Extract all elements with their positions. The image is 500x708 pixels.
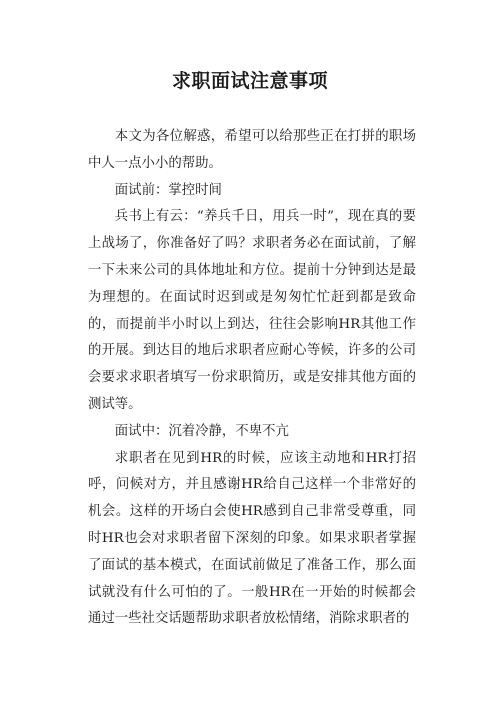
document-body: [88, 124, 416, 633]
document-title: 求职面试注意事项: [171, 70, 328, 92]
section-heading-during-interview: 面试中：沉着冷静，不卑不亢: [114, 423, 289, 439]
paragraph-before-interview: 兵书上有云：“养兵千日，用兵一时”，现在真的要上战场了，你准备好了吗？求职者务必在面试前，了解一下未来公司的具体地址和方位。提前十分钟到达是最为理想的。在面试时迟到或是匆匆忙忙赶到都是致命的，而提前半小时以上到达，往往会影响HR其他工作的开展。到达目的地后求职者应耐心等候，许多的公司会要求求职者填写一份求职简历，或是安排其他方面的测试等。: [88, 209, 416, 412]
paragraph-during-interview: 求职者在见到HR的时候，应该主动地和HR打招呼，问候对方，并且感谢HR给自己这样一个非常好的机会。这样的开场白会使HR感到自己非常受尊重，同时HR也会对求职者留下深刻的印象。如果求职者掌握了面试的基本模式，在面试前做足了准备工作，那么面试就没有什么可怕的了。一般HR在一开始的时候都会通过一些社交话题帮助求职者放松情绪，消除求职者的: [88, 450, 416, 627]
section-heading-before-interview: 面试前：掌控时间: [114, 182, 222, 198]
intro-paragraph: 本文为各位解惑，希望可以给那些正在打拼的职场中人一点小小的帮助。: [88, 129, 416, 171]
